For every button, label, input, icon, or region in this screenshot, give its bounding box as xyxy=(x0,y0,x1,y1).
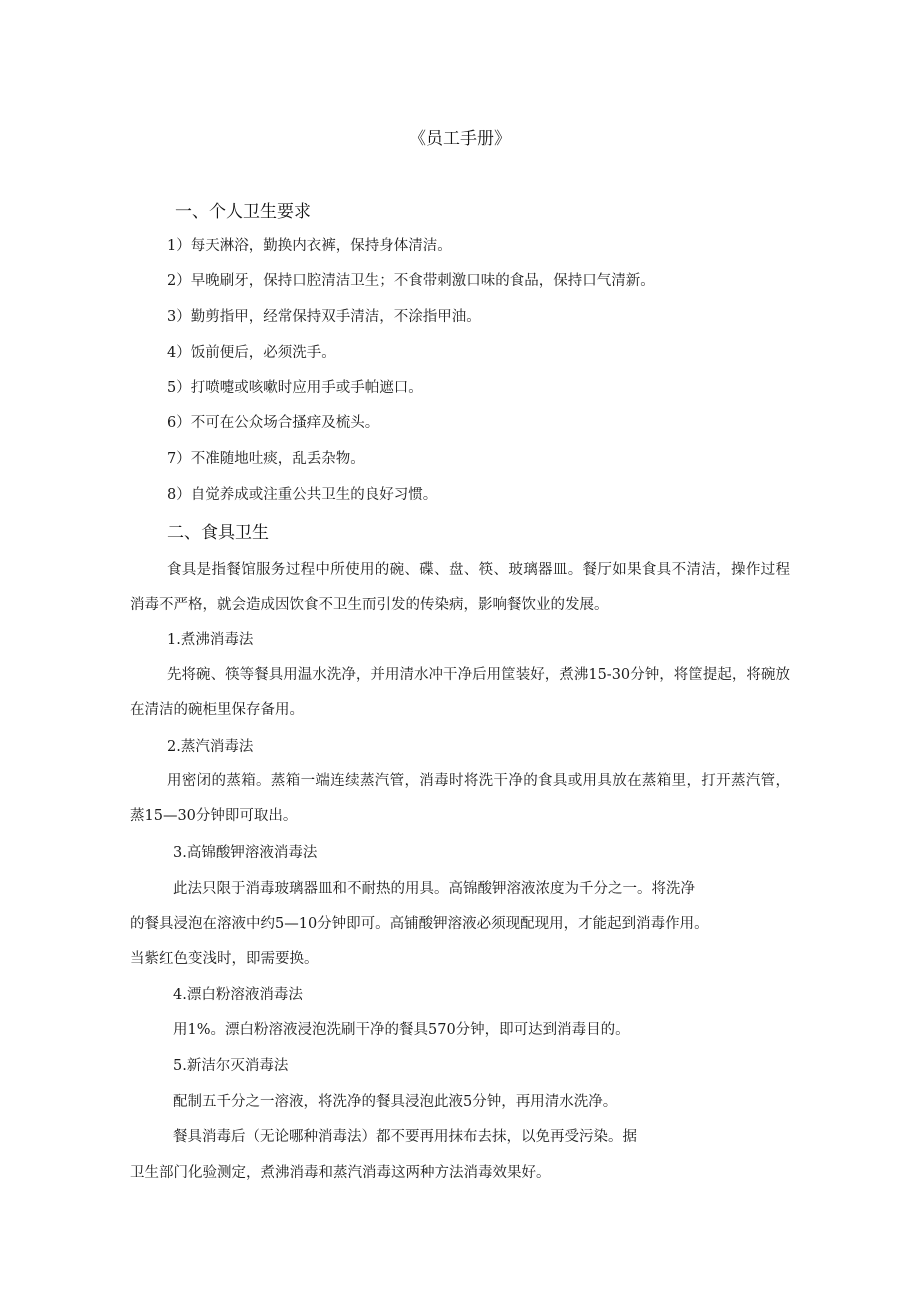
section-heading-tableware-hygiene: 二、食具卫生 xyxy=(167,523,269,543)
method-body-boiling: 先将碗、筷等餐具用温水洗净，并用清水冲干净后用筐装好，煮沸15-30分钟，将筐提起，将碗放在清洁的碗柜里保存备用。 xyxy=(130,667,790,718)
document-title: 《员工手册》 xyxy=(409,129,511,149)
method-title-permanganate: 3.高锦酸钾溶液消毒法 xyxy=(173,845,318,861)
closing-line1: 餐具消毒后（无论哪种消毒法）都不要再用抹布去抹，以免再受污染。据 xyxy=(173,1129,637,1145)
method-body-geramine: 配制五千分之一溶液，将洗净的餐具浸泡此液5分钟，再用清水洗净。 xyxy=(173,1094,618,1110)
list-item: 3）勤剪指甲，经常保持双手清洁，不涂指甲油。 xyxy=(167,309,481,325)
list-item: 8）自觉养成或注重公共卫生的良好习惯。 xyxy=(167,487,438,503)
list-item: 6）不可在公众场合搔痒及梳头。 xyxy=(167,415,380,431)
list-item: 4）饭前便后，必须洗手。 xyxy=(167,345,336,361)
section-heading-personal-hygiene: 一、个人卫生要求 xyxy=(175,202,311,222)
intro-paragraph: 食具是指餐馆服务过程中所使用的碗、碟、盘、筷、玻璃器皿。餐厅如果食具不清洁，操作过程消毒不严格，就会造成因饮食不卫生而引发的传染病，影响餐饮业的发展。 xyxy=(130,562,790,613)
list-item: 5）打喷嚏或咳嗽时应用手或手帕遮口。 xyxy=(167,380,423,396)
list-item: 1）每天淋浴，勤换内衣裤，保持身体清洁。 xyxy=(167,238,452,254)
method-body-permanganate-line2: 的餐具浸泡在溶液中约5—10分钟即可。高铺酸钾溶液必须现配现用，才能起到消毒作用。 xyxy=(130,916,709,932)
method-body-steam: 用密闭的蒸箱。蒸箱一端连续蒸汽管，消毒时将洗干净的食具或用具放在蒸箱里，打开蒸汽管，蒸15—30分钟即可取出。 xyxy=(130,773,790,824)
method-title-bleach: 4.漂白粉溶液消毒法 xyxy=(173,987,303,1003)
closing-line2: 卫生部门化验测定，煮沸消毒和蒸汽消毒这两种方法消毒效果好。 xyxy=(130,1165,551,1181)
method-body-bleach: 用1%。漂白粉溶液浸泡洗刷干净的餐具570分钟，即可达到消毒目的。 xyxy=(173,1022,630,1038)
method-body-permanganate-line1: 此法只限于消毒玻璃器皿和不耐热的用具。高锦酸钾溶液浓度为千分之一。将洗净 xyxy=(173,881,695,897)
method-body-permanganate-line3: 当紫红色变浅时，即需要换。 xyxy=(130,951,319,967)
method-title-geramine: 5.新洁尔灭消毒法 xyxy=(173,1058,289,1074)
method-title-boiling: 1.煮沸消毒法 xyxy=(167,632,254,648)
list-item: 7）不准随地吐痰，乱丢杂物。 xyxy=(167,451,365,467)
method-title-steam: 2.蒸汽消毒法 xyxy=(167,739,254,755)
list-item: 2）早晚刷牙，保持口腔清洁卫生；不食带刺激口味的食品，保持口气清新。 xyxy=(167,273,655,289)
